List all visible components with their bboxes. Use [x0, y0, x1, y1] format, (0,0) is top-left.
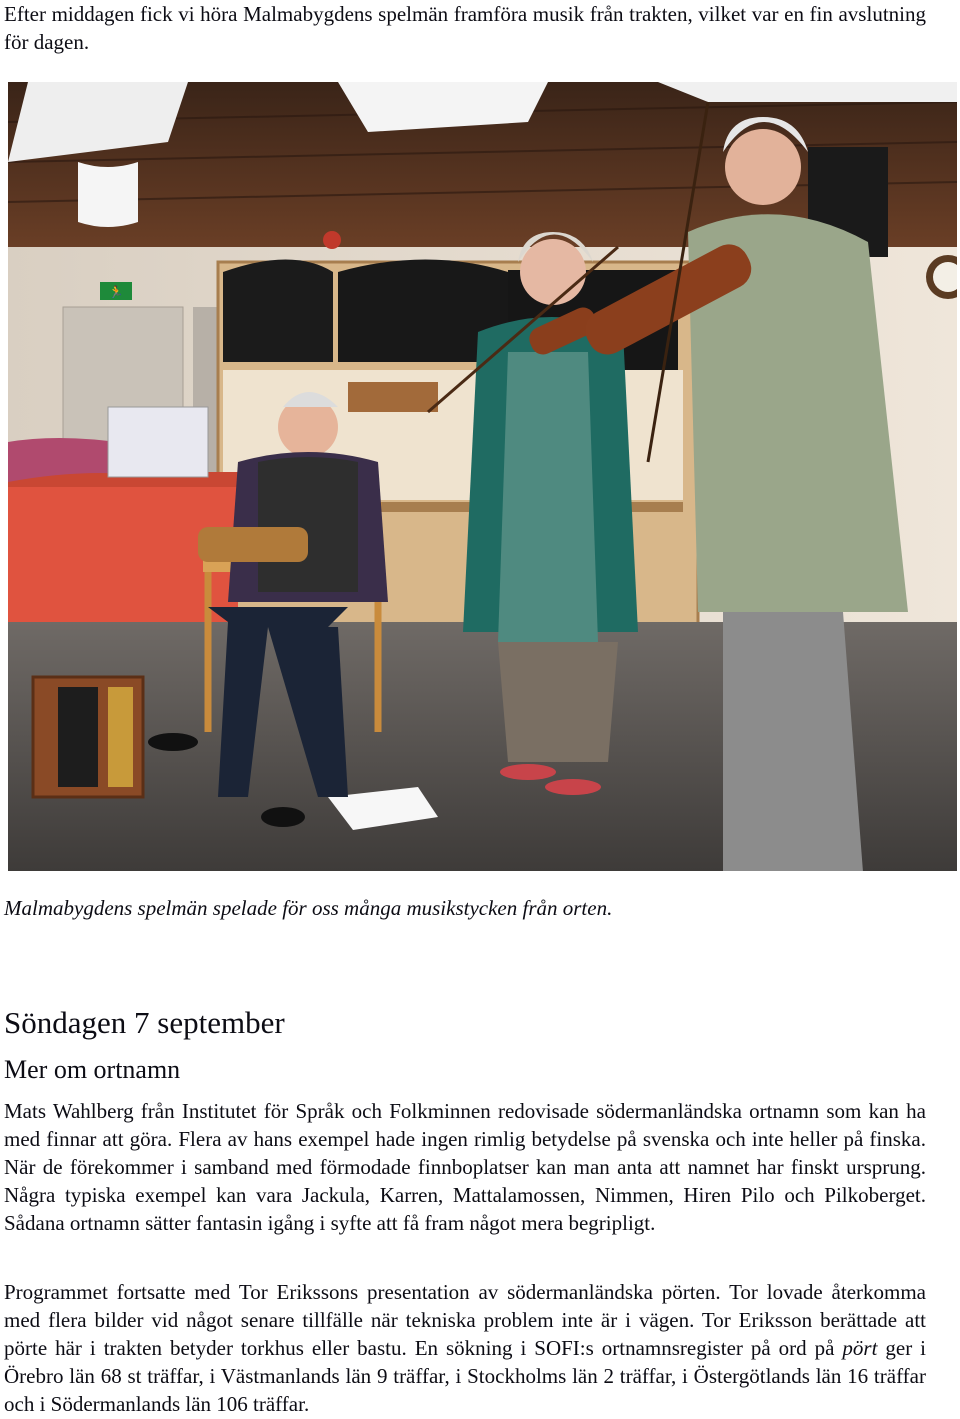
paragraph-ortnamn: Mats Wahlberg från Institutet för Språk och Folkminnen redovisade södermanländska ortnamn som kan ha med finnar att göra. Flera av hans exempel hade ingen rimlig betydelse på svenska och inte heller på finska. När de förekommer i samband med förmodade finnboplatser kan man anta att namnet har finskt ursprung. Några typiska exempel kan vara Jackula, Karren, Mattalamossen, Nimmen, Hiren Pilo och Pilkoberget. Sådana ortnamn sätter fantasin igång i syfte att få fram något mera begripligt. — [4, 1099, 926, 1235]
paragraph-porten-text-2: ger i Örebro län 68 st träffar, i Västmanlands län 9 träffar, i Stockholms län 2 träffar, i Östergötlands län 16 träffar och i Södermanlands län 106 träffar. — [4, 1336, 926, 1416]
intro-paragraph: Efter middagen fick vi höra Malmabygdens spelmän framföra musik från trakten, vilket var en fin avslutning för dagen. — [4, 2, 926, 54]
section-subheading: Mer om ortnamn — [4, 1055, 181, 1084]
paragraph-porten — [4, 1278, 926, 1418]
paragraph-porten-italic-term: pört — [842, 1336, 878, 1360]
photo-caption: Malmabygdens spelmän spelade för oss många musikstycken från orten. — [4, 896, 613, 920]
exit-sign-icon: 🏃 — [108, 285, 124, 299]
musicians-photo — [8, 82, 957, 871]
section-heading: Söndagen 7 september — [4, 1005, 285, 1040]
paragraph-porten-text-1: Programmet fortsatte med Tor Erikssons presentation av södermanländska pörten. Tor lovade återkomma med flera bilder vid något senare tillfälle när tekniska problem inte är i vägen. Tor Eriksson berättade att pörte här i trakten betyder torkhus eller bastu. En sökning i SOFI:s ortnamnsregister på ord på — [4, 1280, 926, 1360]
musicians-photo-illustration — [8, 82, 957, 871]
